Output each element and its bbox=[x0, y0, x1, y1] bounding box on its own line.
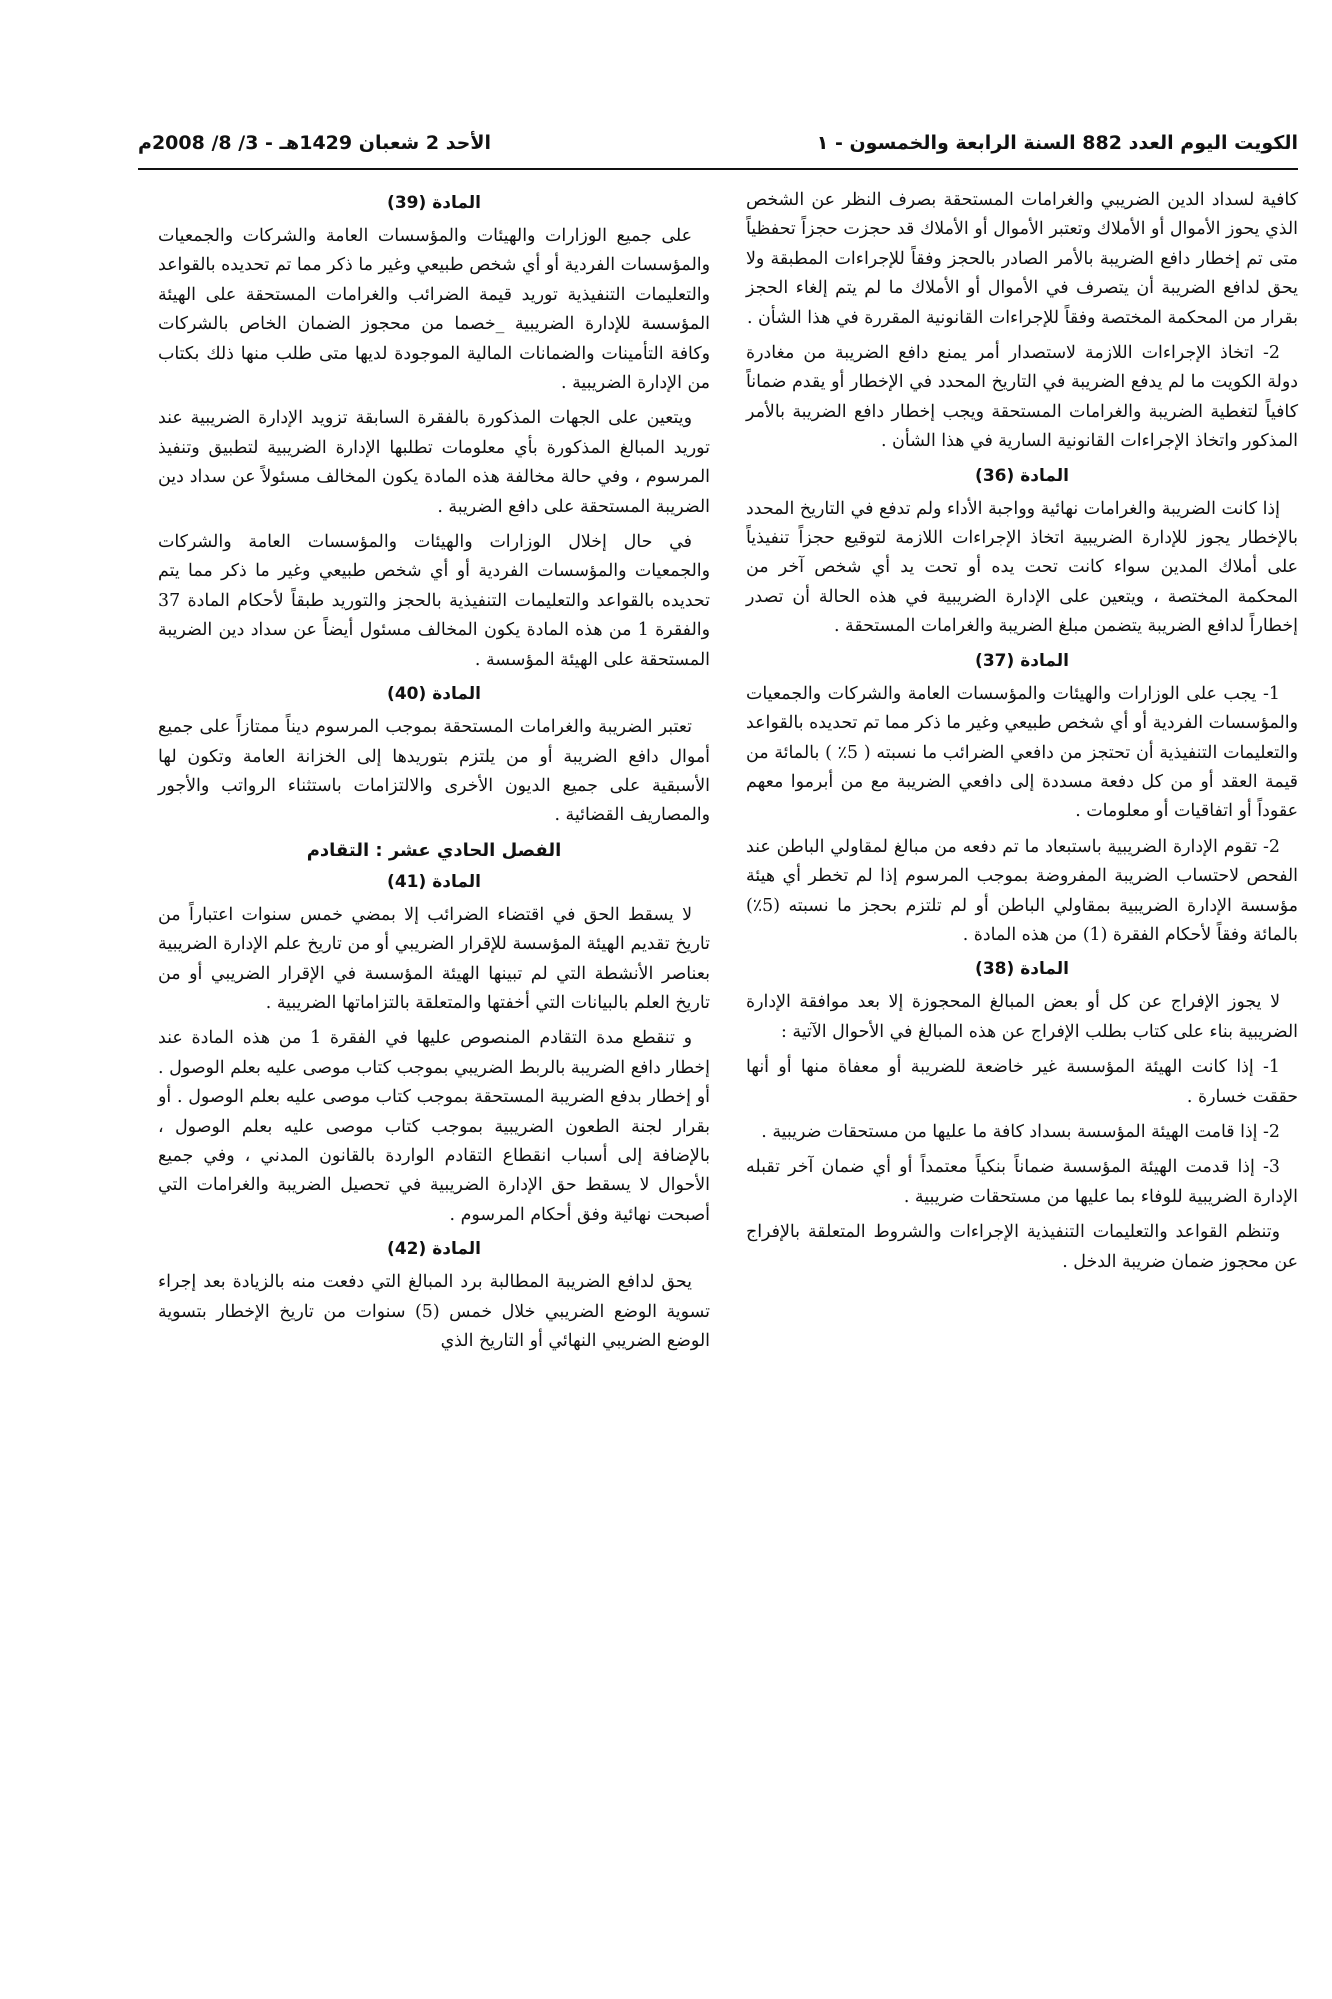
article-title-41: المادة (41) bbox=[387, 871, 481, 892]
paragraph: كافية لسداد الدين الضريبي والغرامات المستحقة بصرف النظر عن الشخص الذي يحوز الأموال أو الأملاك وتعتبر الأموال أو الأملاك قد حجزت حجزاً تحفظياً متى تم إخطار دافع الضريبة بالأمر الصادر بالحجز وفقاً للإجراءات المطبقة ولا يحق لدافع الضريبة أن يتصرف في الأموال أو الأملاك ما لم يتم إلغاء الحجز بقرار من المحكمة المختصة وفقاً للإجراءات القانونية المقررة في هذا الشأن . bbox=[746, 190, 1298, 328]
paragraph: وتنظم القواعد والتعليمات التنفيذية الإجراءات والشروط المتعلقة بالإفراج عن محجوز ضمان ضريبة الدخل . bbox=[746, 1222, 1298, 1272]
article-title-39: المادة (39) bbox=[387, 193, 481, 213]
paragraph: تعتبر الضريبة والغرامات المستحقة بموجب المرسوم ديناً ممتازاً على جميع أموال دافع الضريبة أو من يلتزم بتوريدها إلى الخزانة العامة وتكون لها الأسبقية على جميع الديون الأخرى والالتزامات باستثناء الرواتب والأجور والمصاريف القضائية . bbox=[158, 717, 710, 826]
article-title-37: المادة (37) bbox=[975, 650, 1069, 671]
article-title-38: المادة (38) bbox=[975, 959, 1069, 980]
article-title-42: المادة (42) bbox=[387, 1239, 481, 1260]
right-column bbox=[746, 186, 1298, 1283]
paragraph: 2- تقوم الإدارة الضريبية باستبعاد ما تم دفعه من مبالغ لمقاولي الباطن عند الفحص لاحتساب الضريبة المفروضة بموجب المرسوم إذا لم تخطر أي هيئة مؤسسة الإدارة الضريبية بمقاولي الباطن أو لم تلتزم بحجز ما نسبته (5٪) بالمائة وفقاً لأحكام الفقرة (1) من هذه المادة . bbox=[746, 836, 1298, 945]
page-header bbox=[138, 128, 1298, 170]
paragraph: في حال إخلال الوزارات والهيئات والمؤسسات العامة والشركات والجمعيات والمؤسسات الفردية أو أي شخص طبيعي وغير ما ذكر مما يتم تحديده بالقواعد والتعليمات التنفيذية بالحجز والتوريد طبقاً لأحكام المادة 37 والفقرة 1 من هذه المادة يكون المخالف مسئول أيضاً عن سداد دين الضريبة المستحقة على الهيئة المؤسسة . bbox=[158, 532, 710, 670]
header-date: الأحد 2 شعبان 1429هـ - 3/ 8/ 2008م bbox=[138, 132, 492, 154]
paragraph: على جميع الوزارات والهيئات والمؤسسات العامة والشركات والجمعيات والمؤسسات الفردية أو أي شخص طبيعي وغير ما ذكر مما تم تحديده بالقواعد والتعليمات التنفيذية توريد قيمة الضرائب والغرامات المستحقة على الهيئة المؤسسة للإدارة الضريبية _خصما من محجوز الضمان الخاص بالشركات وكافة التأمينات والضمانات المالية الموجودة لديها متى طلب منها ذلك بكتاب من الإدارة الضريبية . bbox=[158, 226, 710, 394]
paragraph: و تنقطع مدة التقادم المنصوص عليها في الفقرة 1 من هذه المادة عند إخطار دافع الضريبة بالربط الضريبي بموجب كتاب موصى عليه بعلم الوصول . أو إخطار بدفع الضريبة المستحقة بموجب كتاب موصى عليه بعلم الوصول . أو بقرار لجنة الطعون الضريبية بموجب كتاب موصى عليه بعلم الوصول ، بالإضافة إلى أسباب انقطاع التقادم الواردة بالقانون المدني ، وفي جميع الأحوال لا يسقط حق الإدارة الضريبية في تحصيل الضريبة والغرامات التي أصبحت نهائية وفق أحكام المرسوم . bbox=[158, 1028, 710, 1225]
left-column bbox=[158, 186, 710, 1362]
header-issue-info: الكويت اليوم العدد 882 السنة الرابعة والخمسون - ١ bbox=[816, 132, 1298, 154]
paragraph: لا يجوز الإفراج عن كل أو بعض المبالغ المحجوزة إلا بعد موافقة الإدارة الضريبية بناء على كتاب بطلب الإفراج عن هذه المبالغ في الأحوال الآتية : bbox=[746, 992, 1298, 1042]
paragraph: 2- إذا قامت الهيئة المؤسسة بسداد كافة ما عليها من مستحقات ضريبية . bbox=[761, 1121, 1280, 1142]
chapter-title: الفصل الحادي عشر : التقادم bbox=[306, 839, 562, 861]
paragraph: ويتعين على الجهات المذكورة بالفقرة السابقة تزويد الإدارة الضريبية عند توريد المبالغ المذكورة بأي معلومات تطلبها الإدارة الضريبية لتطبيق وتنفيذ المرسوم ، وفي حالة مخالفة هذه المادة يكون المخالف مسئولاً عن سداد دين الضريبة المستحقة على دافع الضريبة . bbox=[158, 408, 710, 517]
paragraph: يحق لدافع الضريبة المطالبة برد المبالغ التي دفعت منه بالزيادة بعد إجراء تسوية الوضع الضريبي خلال خمس (5) سنوات من تاريخ الإخطار بتسوية الوضع الضريبي النهائي أو التاريخ الذي bbox=[158, 1272, 710, 1351]
paragraph: إذا كانت الضريبة والغرامات نهائية وواجبة الأداء ولم تدفع في التاريخ المحدد بالإخطار يجوز للإدارة الضريبية اتخاذ الإجراءات اللازمة لتوقيع حجزاً تنفيذياً على أملاك المدين سواء كانت تحت يده أو تحت يد أي شخص آخر من المحكمة المختصة ، ويتعين على الإدارة الضريبية في هذه الحالة أن تصدر إخطاراً لدافع الضريبة يتضمن مبلغ الضريبة والغرامات المستحقة . bbox=[746, 498, 1298, 637]
paragraph: 3- إذا قدمت الهيئة المؤسسة ضماناً بنكياً معتمداً أو أي ضمان آخر تقبله الإدارة الضريبية للوفاء بما عليها من مستحقات ضريبية . bbox=[746, 1157, 1298, 1207]
article-title-36: المادة (36) bbox=[975, 465, 1069, 486]
paragraph: 1- يجب على الوزارات والهيئات والمؤسسات العامة والشركات والجمعيات والمؤسسات الفردية أو أي شخص طبيعي وغير ما ذكر مما تم تحديده بالقواعد والتعليمات التنفيذية أن تحتجز من دافعي الضرائب ما نسبته ( 5٪ ) بالمائة من قيمة العقد أو من كل دفعة مسددة إلى دافعي الضريبة مع من أبرموا معهم عقوداً أو اتفاقيات أو معلومات . bbox=[746, 683, 1298, 822]
article-title-40: المادة (40) bbox=[387, 684, 481, 705]
paragraph: 1- إذا كانت الهيئة المؤسسة غير خاضعة للضريبة أو معفاة منها أو أنها حققت خسارة . bbox=[746, 1057, 1298, 1107]
paragraph: لا يسقط الحق في اقتضاء الضرائب إلا بمضي خمس سنوات اعتباراً من تاريخ تقديم الهيئة المؤسسة للإقرار الضريبي أو من تاريخ علم الإدارة الضريبية بعناصر الأنشطة التي لم تبينها الهيئة المؤسسة في الإقرار الضريبي أو من تاريخ العلم بالبيانات التي أخفتها والمتعلقة بالتزاماتها الضريبية . bbox=[158, 904, 710, 1013]
paragraph: 2- اتخاذ الإجراءات اللازمة لاستصدار أمر يمنع دافع الضريبة من مغادرة دولة الكويت ما لم يدفع الضريبة في التاريخ المحدد في الإخطار أو يقدم ضماناً كافياً لتغطية الضريبة والغرامات المستحقة ويجب إخطار دافع الضريبة بالأمر المذكور واتخاذ الإجراءات القانونية السارية في هذا الشأن . bbox=[746, 343, 1298, 452]
